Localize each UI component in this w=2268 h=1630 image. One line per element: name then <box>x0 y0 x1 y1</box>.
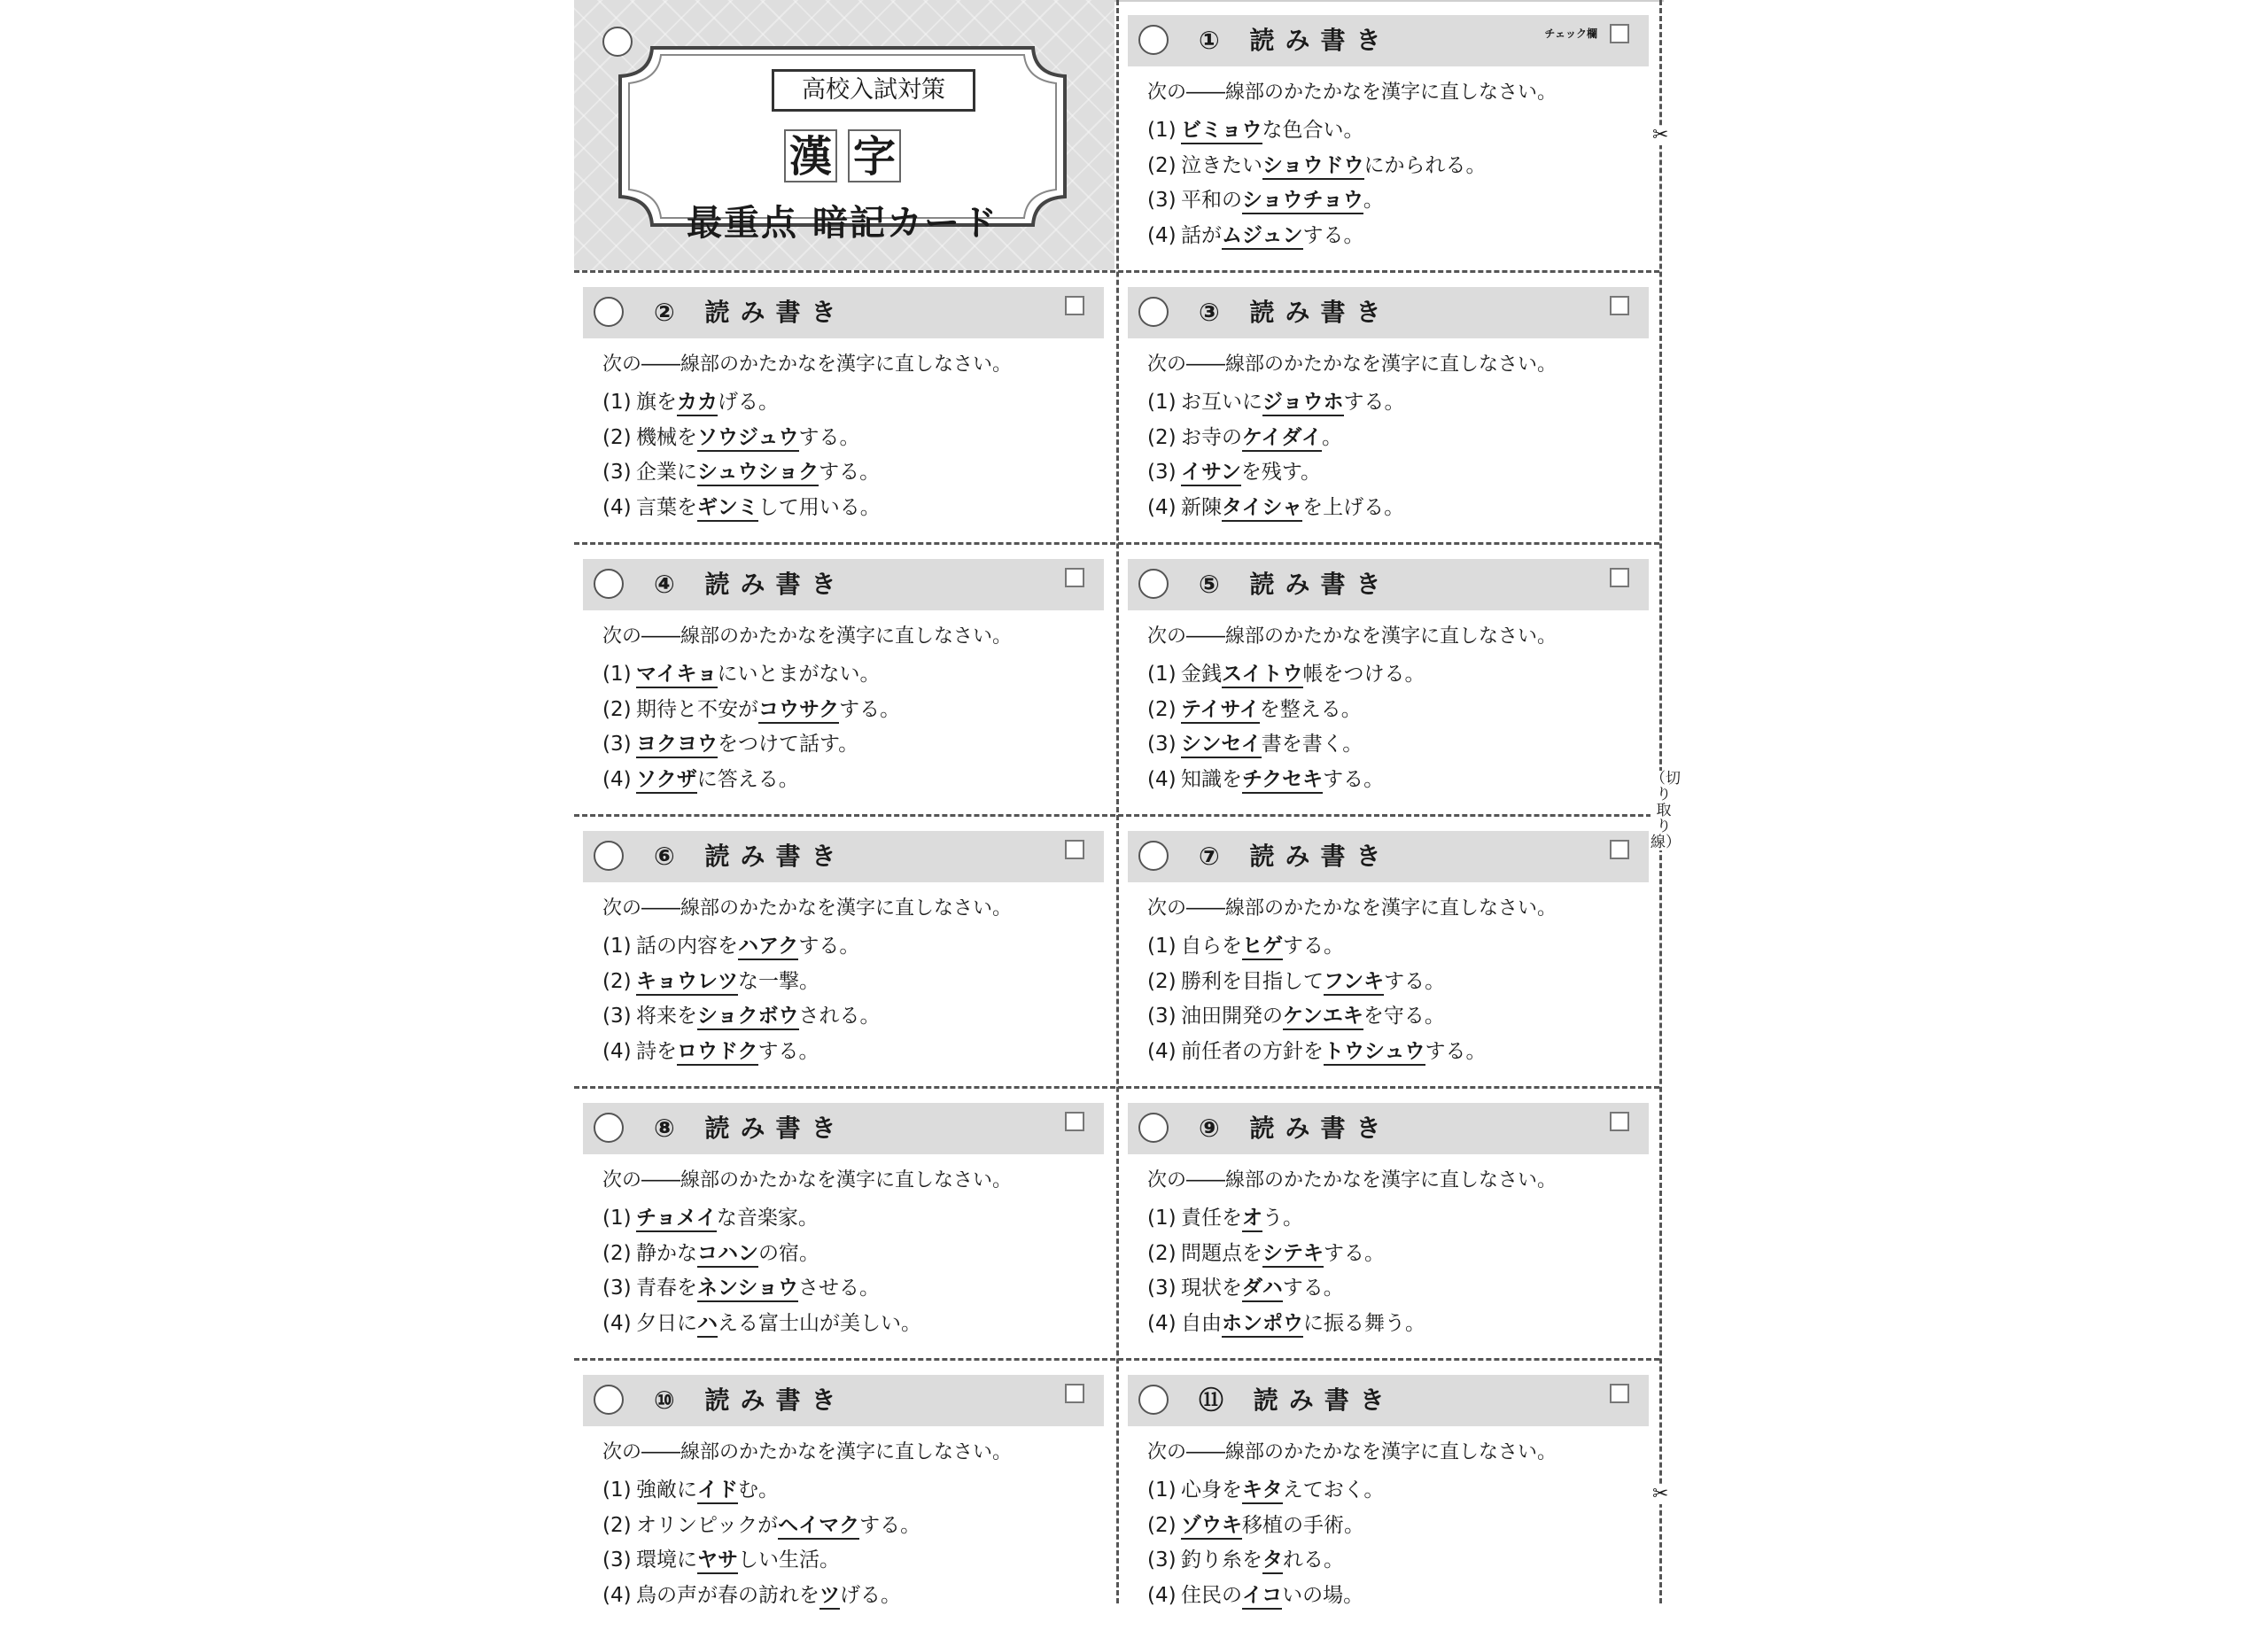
question-list <box>602 1473 920 1613</box>
target-kana: チョメイ <box>636 1207 717 1232</box>
quiz-card-6 <box>574 816 1115 1086</box>
punch-hole <box>594 841 624 871</box>
target-kana: ソクザ <box>636 768 697 794</box>
card-header <box>583 559 1104 610</box>
question-item: (4) 知識をチクセキする。 <box>1147 763 1425 798</box>
question-item: (1) 自らをヒゲする。 <box>1147 929 1487 965</box>
instruction: 次の――線部のかたかなを漢字に直しなさい。 <box>1147 1169 1557 1191</box>
target-kana: ムジュン <box>1222 224 1303 250</box>
question-item: (3) 平和のショウチョウ。 <box>1147 183 1487 219</box>
question-item: (1) お互いにジョウホする。 <box>1147 385 1405 421</box>
question-item: (2) 泣きたいショウドウにかられる。 <box>1147 149 1487 184</box>
kanji-box: 字 <box>848 129 901 182</box>
question-item: (1) チョメイな音楽家。 <box>602 1201 921 1237</box>
target-kana: ビミョウ <box>1181 119 1262 144</box>
row-divider <box>574 1358 1659 1361</box>
question-item: (3) シンセイ書を書く。 <box>1147 727 1425 763</box>
target-kana: キタ <box>1242 1479 1283 1504</box>
quiz-card-10 <box>574 1360 1115 1630</box>
question-item: (3) 油田開発のケンエキを守る。 <box>1147 999 1487 1035</box>
question-item: (2) 機械をソウジュウする。 <box>602 421 881 456</box>
card-header <box>583 831 1104 882</box>
card-header <box>1128 831 1649 882</box>
check-label: チェック欄 <box>1544 27 1597 40</box>
question-item: (3) ヨクヨウをつけて話す。 <box>602 727 900 763</box>
question-list <box>1147 385 1405 525</box>
target-kana: ヨクヨウ <box>636 733 718 758</box>
question-item: (3) 企業にシュウショクする。 <box>602 455 881 491</box>
question-item: (4) 話がムジュンする。 <box>1147 219 1487 254</box>
instruction: 次の――線部のかたかなを漢字に直しなさい。 <box>1147 1441 1557 1463</box>
target-kana: ゾウキ <box>1181 1514 1242 1540</box>
punch-hole <box>594 1385 624 1415</box>
question-item: (1) 心身をキタえておく。 <box>1147 1473 1384 1509</box>
question-item: (3) 将来をショクボウされる。 <box>602 999 881 1035</box>
quiz-card-7 <box>1119 816 1659 1086</box>
card-header <box>583 287 1104 338</box>
row-divider <box>574 1086 1659 1089</box>
target-kana: ソウジュウ <box>697 426 799 452</box>
check-box[interactable] <box>1610 1384 1629 1403</box>
check-box[interactable] <box>1065 296 1084 315</box>
row-divider <box>574 270 1659 273</box>
question-item: (1) 話の内容をハアクする。 <box>602 929 881 965</box>
check-box[interactable] <box>1065 568 1084 587</box>
question-item: (2) オリンピックがヘイマクする。 <box>602 1509 920 1544</box>
target-kana: コハン <box>697 1242 758 1268</box>
question-item: (4) 鳥の声が春の訪れをツげる。 <box>602 1579 920 1614</box>
question-item: (4) 新陳タイシャを上げる。 <box>1147 491 1405 526</box>
question-list <box>1147 113 1487 253</box>
target-kana: ショウチョウ <box>1242 189 1363 214</box>
card-title: ⑤ 読み書き <box>1199 570 1392 599</box>
instruction: 次の――線部のかたかなを漢字に直しなさい。 <box>1147 897 1557 920</box>
target-kana: ハアク <box>738 935 798 960</box>
question-item: (1) 強敵にイドむ。 <box>602 1473 920 1509</box>
quiz-card-11 <box>1119 1360 1659 1630</box>
card-header <box>1128 1375 1649 1426</box>
question-list <box>602 657 900 797</box>
question-item: (1) ビミョウな色合い。 <box>1147 113 1487 149</box>
punch-hole <box>594 1113 624 1143</box>
target-kana: タ <box>1262 1548 1283 1574</box>
punch-hole <box>1138 841 1169 871</box>
punch-hole <box>1138 25 1169 55</box>
card-header <box>1128 1103 1649 1154</box>
card-title: ⑦ 読み書き <box>1199 842 1392 871</box>
question-item: (2) 期待と不安がコウサクする。 <box>602 693 900 728</box>
card-title: ⑥ 読み書き <box>654 842 847 871</box>
quiz-card-4 <box>574 544 1115 814</box>
question-list <box>602 385 881 525</box>
target-kana: ジョウホ <box>1262 391 1344 416</box>
question-item: (4) 前任者の方針をトウシュウする。 <box>1147 1035 1487 1070</box>
card-header <box>583 1375 1104 1426</box>
target-kana: ヒゲ <box>1242 935 1283 960</box>
question-item: (4) 言葉をギンミして用いる。 <box>602 491 881 526</box>
target-kana: オ <box>1242 1207 1262 1232</box>
target-kana: ホンポウ <box>1222 1312 1303 1338</box>
target-kana: ツ <box>819 1584 840 1610</box>
quiz-card-3 <box>1119 272 1659 542</box>
cut-line-label: （切り取り線） <box>1651 770 1681 851</box>
target-kana: シテキ <box>1262 1242 1324 1268</box>
instruction: 次の――線部のかたかなを漢字に直しなさい。 <box>602 1441 1013 1463</box>
punch-hole <box>1138 1113 1169 1143</box>
target-kana: シュウショク <box>697 461 819 486</box>
target-kana: キョウレツ <box>636 970 738 996</box>
row-divider <box>574 814 1659 817</box>
center-fold-line <box>1116 0 1119 1603</box>
card-title: ④ 読み書き <box>654 570 847 599</box>
question-list <box>1147 929 1487 1069</box>
target-kana: マイキョ <box>636 663 718 688</box>
target-kana: ネンショウ <box>697 1277 798 1302</box>
target-kana: カカ <box>677 391 718 416</box>
question-item: (1) マイキョにいとまがない。 <box>602 657 900 693</box>
check-box[interactable] <box>1610 296 1629 315</box>
quiz-card-2 <box>574 272 1115 542</box>
question-item: (4) 夕日にハえる富士山が美しい。 <box>602 1307 921 1342</box>
check-box[interactable] <box>1610 1112 1629 1131</box>
kanji-title <box>617 129 1068 182</box>
target-kana: ダハ <box>1242 1277 1283 1302</box>
quiz-card-1 <box>1119 0 1659 270</box>
check-box[interactable] <box>1065 840 1084 859</box>
target-kana: イコ <box>1242 1584 1282 1610</box>
question-item: (3) 環境にヤサしい生活。 <box>602 1543 920 1579</box>
target-kana: テイサイ <box>1181 698 1260 724</box>
ribbon-label: 高校入試対策 <box>772 69 975 112</box>
punch-hole <box>594 569 624 599</box>
question-item: (4) 住民のイコいの場。 <box>1147 1579 1384 1614</box>
target-kana: コウサク <box>758 698 839 724</box>
question-list <box>602 1201 921 1341</box>
question-item: (3) 青春をネンショウさせる。 <box>602 1271 921 1307</box>
check-box[interactable] <box>1065 1384 1084 1403</box>
instruction: 次の――線部のかたかなを漢字に直しなさい。 <box>1147 82 1557 104</box>
target-kana: ハ <box>697 1312 718 1338</box>
card-title: ① 読み書き <box>1199 26 1392 55</box>
check-box[interactable] <box>1065 1112 1084 1131</box>
target-kana: ショクボウ <box>697 1005 799 1030</box>
target-kana: スイトウ <box>1222 663 1303 688</box>
kanji-box: 漢 <box>784 129 837 182</box>
row-divider <box>574 542 1659 545</box>
target-kana: イド <box>697 1479 738 1504</box>
question-item: (3) イサンを残す。 <box>1147 455 1405 491</box>
title-plaque <box>617 44 1068 244</box>
target-kana: チクセキ <box>1242 768 1323 794</box>
card-header <box>1128 559 1649 610</box>
scissors-icon: ✂ <box>1652 124 1669 146</box>
question-item: (2) お寺のケイダイ。 <box>1147 421 1405 456</box>
target-kana: ショウドウ <box>1262 154 1364 180</box>
card-title: ⑧ 読み書き <box>654 1114 847 1143</box>
card-header <box>1128 15 1649 66</box>
question-item: (2) 勝利を目指してフンキする。 <box>1147 965 1487 1000</box>
target-kana: フンキ <box>1324 970 1384 996</box>
card-sheet <box>574 0 1681 1607</box>
question-list <box>602 929 881 1069</box>
target-kana: イサン <box>1181 461 1241 486</box>
question-item: (3) 釣り糸をタれる。 <box>1147 1543 1384 1579</box>
target-kana: ロウドク <box>677 1040 758 1066</box>
card-title: ⑪ 読み書き <box>1199 1386 1395 1415</box>
quiz-card-8 <box>574 1088 1115 1358</box>
check-box[interactable] <box>1610 24 1629 43</box>
question-item: (4) 詩をロウドクする。 <box>602 1035 881 1070</box>
question-list <box>1147 1473 1384 1613</box>
cover-card <box>574 0 1115 270</box>
instruction: 次の――線部のかたかなを漢字に直しなさい。 <box>602 353 1013 376</box>
question-item: (1) 責任をオう。 <box>1147 1201 1425 1237</box>
target-kana: シンセイ <box>1181 733 1262 758</box>
target-kana: ギンミ <box>697 496 758 522</box>
punch-hole <box>1138 297 1169 327</box>
question-item: (4) ソクザに答える。 <box>602 763 900 798</box>
scissors-icon: ✂ <box>1652 1483 1669 1505</box>
target-kana: ヤサ <box>697 1548 738 1574</box>
question-item: (2) キョウレツな一撃。 <box>602 965 881 1000</box>
question-item: (2) 静かなコハンの宿。 <box>602 1237 921 1272</box>
target-kana: ケイダイ <box>1242 426 1322 452</box>
card-header <box>1128 287 1649 338</box>
question-list <box>1147 657 1425 797</box>
punch-hole <box>1138 1385 1169 1415</box>
card-title: ⑩ 読み書き <box>654 1386 847 1415</box>
target-kana: タイシャ <box>1222 496 1302 522</box>
card-header <box>583 1103 1104 1154</box>
target-kana: ケンエキ <box>1283 1005 1363 1030</box>
instruction: 次の――線部のかたかなを漢字に直しなさい。 <box>602 625 1013 648</box>
question-item: (3) 現状をダハする。 <box>1147 1271 1425 1307</box>
target-kana: ヘイマク <box>778 1514 859 1540</box>
punch-hole <box>1138 569 1169 599</box>
card-title: ⑨ 読み書き <box>1199 1114 1392 1143</box>
instruction: 次の――線部のかたかなを漢字に直しなさい。 <box>602 1169 1013 1191</box>
cover-subtitle: 最重点 暗記カード <box>687 203 998 244</box>
question-item: (4) 自由ホンポウに振る舞う。 <box>1147 1307 1425 1342</box>
quiz-card-9 <box>1119 1088 1659 1358</box>
instruction: 次の――線部のかたかなを漢字に直しなさい。 <box>1147 353 1557 376</box>
check-box[interactable] <box>1610 840 1629 859</box>
instruction: 次の――線部のかたかなを漢字に直しなさい。 <box>602 897 1013 920</box>
question-item: (1) 金銭スイトウ帳をつける。 <box>1147 657 1425 693</box>
check-box[interactable] <box>1610 568 1629 587</box>
question-item: (2) テイサイを整える。 <box>1147 693 1425 728</box>
card-title: ② 読み書き <box>654 298 847 327</box>
punch-hole <box>594 297 624 327</box>
question-list <box>1147 1201 1425 1341</box>
instruction: 次の――線部のかたかなを漢字に直しなさい。 <box>1147 625 1557 648</box>
card-title: ③ 読み書き <box>1199 298 1392 327</box>
target-kana: トウシュウ <box>1324 1040 1425 1066</box>
question-item: (2) ゾウキ移植の手術。 <box>1147 1509 1384 1544</box>
question-item: (2) 問題点をシテキする。 <box>1147 1237 1425 1272</box>
question-item: (1) 旗をカカげる。 <box>602 385 881 421</box>
quiz-card-5 <box>1119 544 1659 814</box>
